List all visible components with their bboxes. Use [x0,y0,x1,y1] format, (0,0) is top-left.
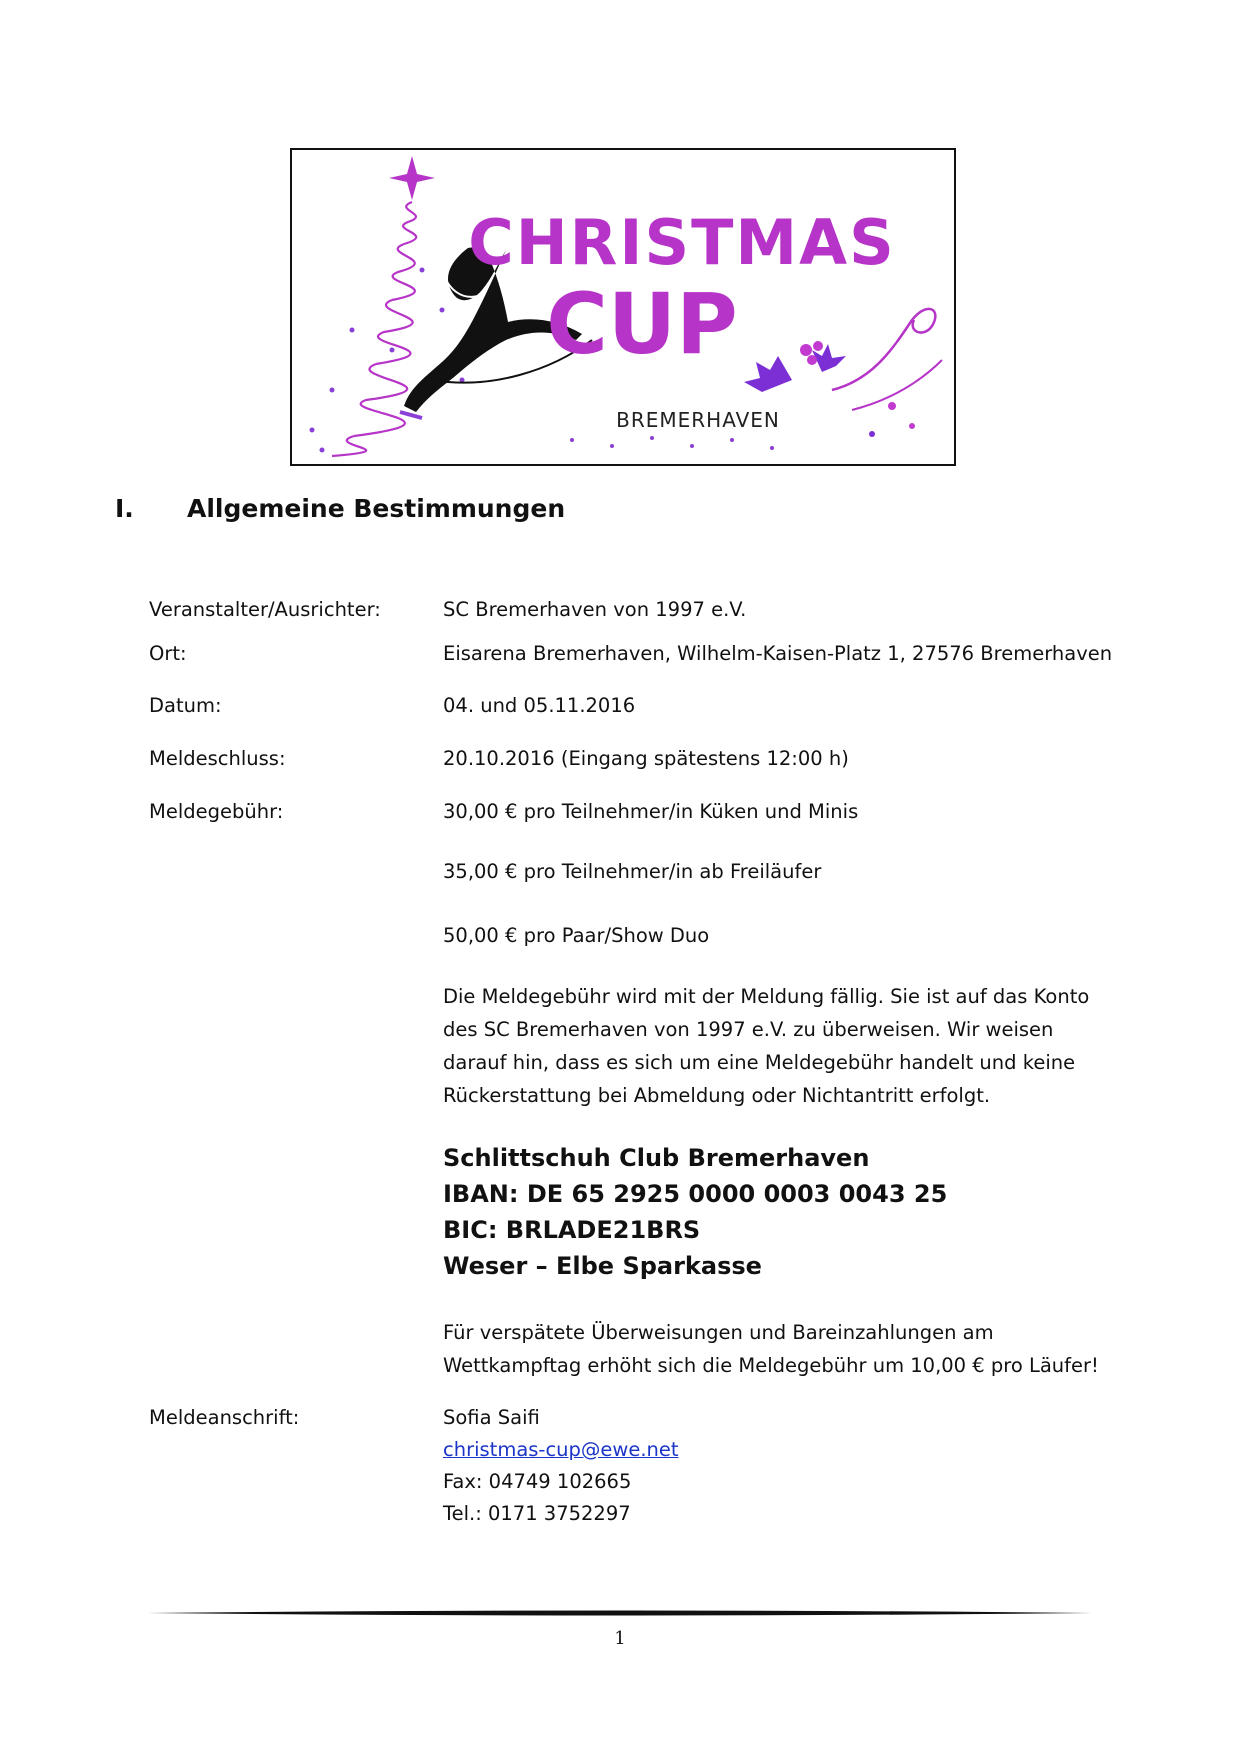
fee-item: 35,00 € pro Teilnehmer/in ab Freiläufer [443,860,822,883]
tree-dots [310,268,465,453]
label-meldeschluss: Meldeschluss: [149,747,286,770]
label-veranstalter: Veranstalter/Ausrichter: [149,598,381,621]
logo-subtitle: CUP [546,275,738,373]
contact-name: Sofia Saifi [443,1406,540,1429]
page-number: 1 [614,1628,626,1649]
bank-bic: BIC: BRLADE21BRS [443,1216,701,1244]
section-title: Allgemeine Bestimmungen [187,494,566,523]
footer-divider [148,1610,1092,1616]
label-meldeanschrift: Meldeanschrift: [149,1406,300,1429]
label-meldegebuehr: Meldegebühr: [149,800,284,823]
fee-item: 30,00 € pro Teilnehmer/in Küken und Minis [443,800,859,823]
bank-iban: IBAN: DE 65 2925 0000 0003 0043 25 [443,1180,948,1208]
value-datum: 04. und 05.11.2016 [443,694,636,717]
value-meldeschluss: 20.10.2016 (Eingang spätestens 12:00 h) [443,747,849,770]
contact-fax: Fax: 04749 102665 [443,1470,632,1493]
christmas-cup-logo [290,148,956,466]
section-number: I. [115,494,134,523]
logo-title: CHRISTMAS [468,206,896,279]
contact-tel: Tel.: 0171 3752297 [443,1502,631,1525]
bank-institute: Weser – Elbe Sparkasse [443,1252,762,1280]
fee-item: 50,00 € pro Paar/Show Duo [443,924,710,947]
snow-stars [570,436,774,450]
email-link[interactable]: christmas-cup@ewe.net [443,1438,679,1461]
bank-name: Schlittschuh Club Bremerhaven [443,1144,870,1172]
label-datum: Datum: [149,694,222,717]
value-ort: Eisarena Bremerhaven, Wilhelm-Kaisen-Platz 1, 27576 Bremerhaven [443,642,1113,665]
logo-city: BREMERHAVEN [616,408,780,432]
value-veranstalter: SC Bremerhaven von 1997 e.V. [443,598,747,621]
star-icon [389,156,435,200]
label-ort: Ort: [149,642,187,665]
late-fee-note: Für verspätete Überweisungen und Bareinzahlungen am Wettkampftag erhöht sich die Meldegebühr um 10,00 € pro Läufer! [443,1321,1099,1377]
fee-note: Die Meldegebühr wird mit der Meldung fällig. Sie ist auf das Konto des SC Bremerhaven von 1997 e.V. zu überweisen. Wir weisen darauf hin, dass es sich um eine Meldegebühr handelt und keine Rückerstattung bei Abmeldung oder Nichtantritt erfolgt. [443,985,1090,1107]
christmas-tree-icon [332,202,416,456]
